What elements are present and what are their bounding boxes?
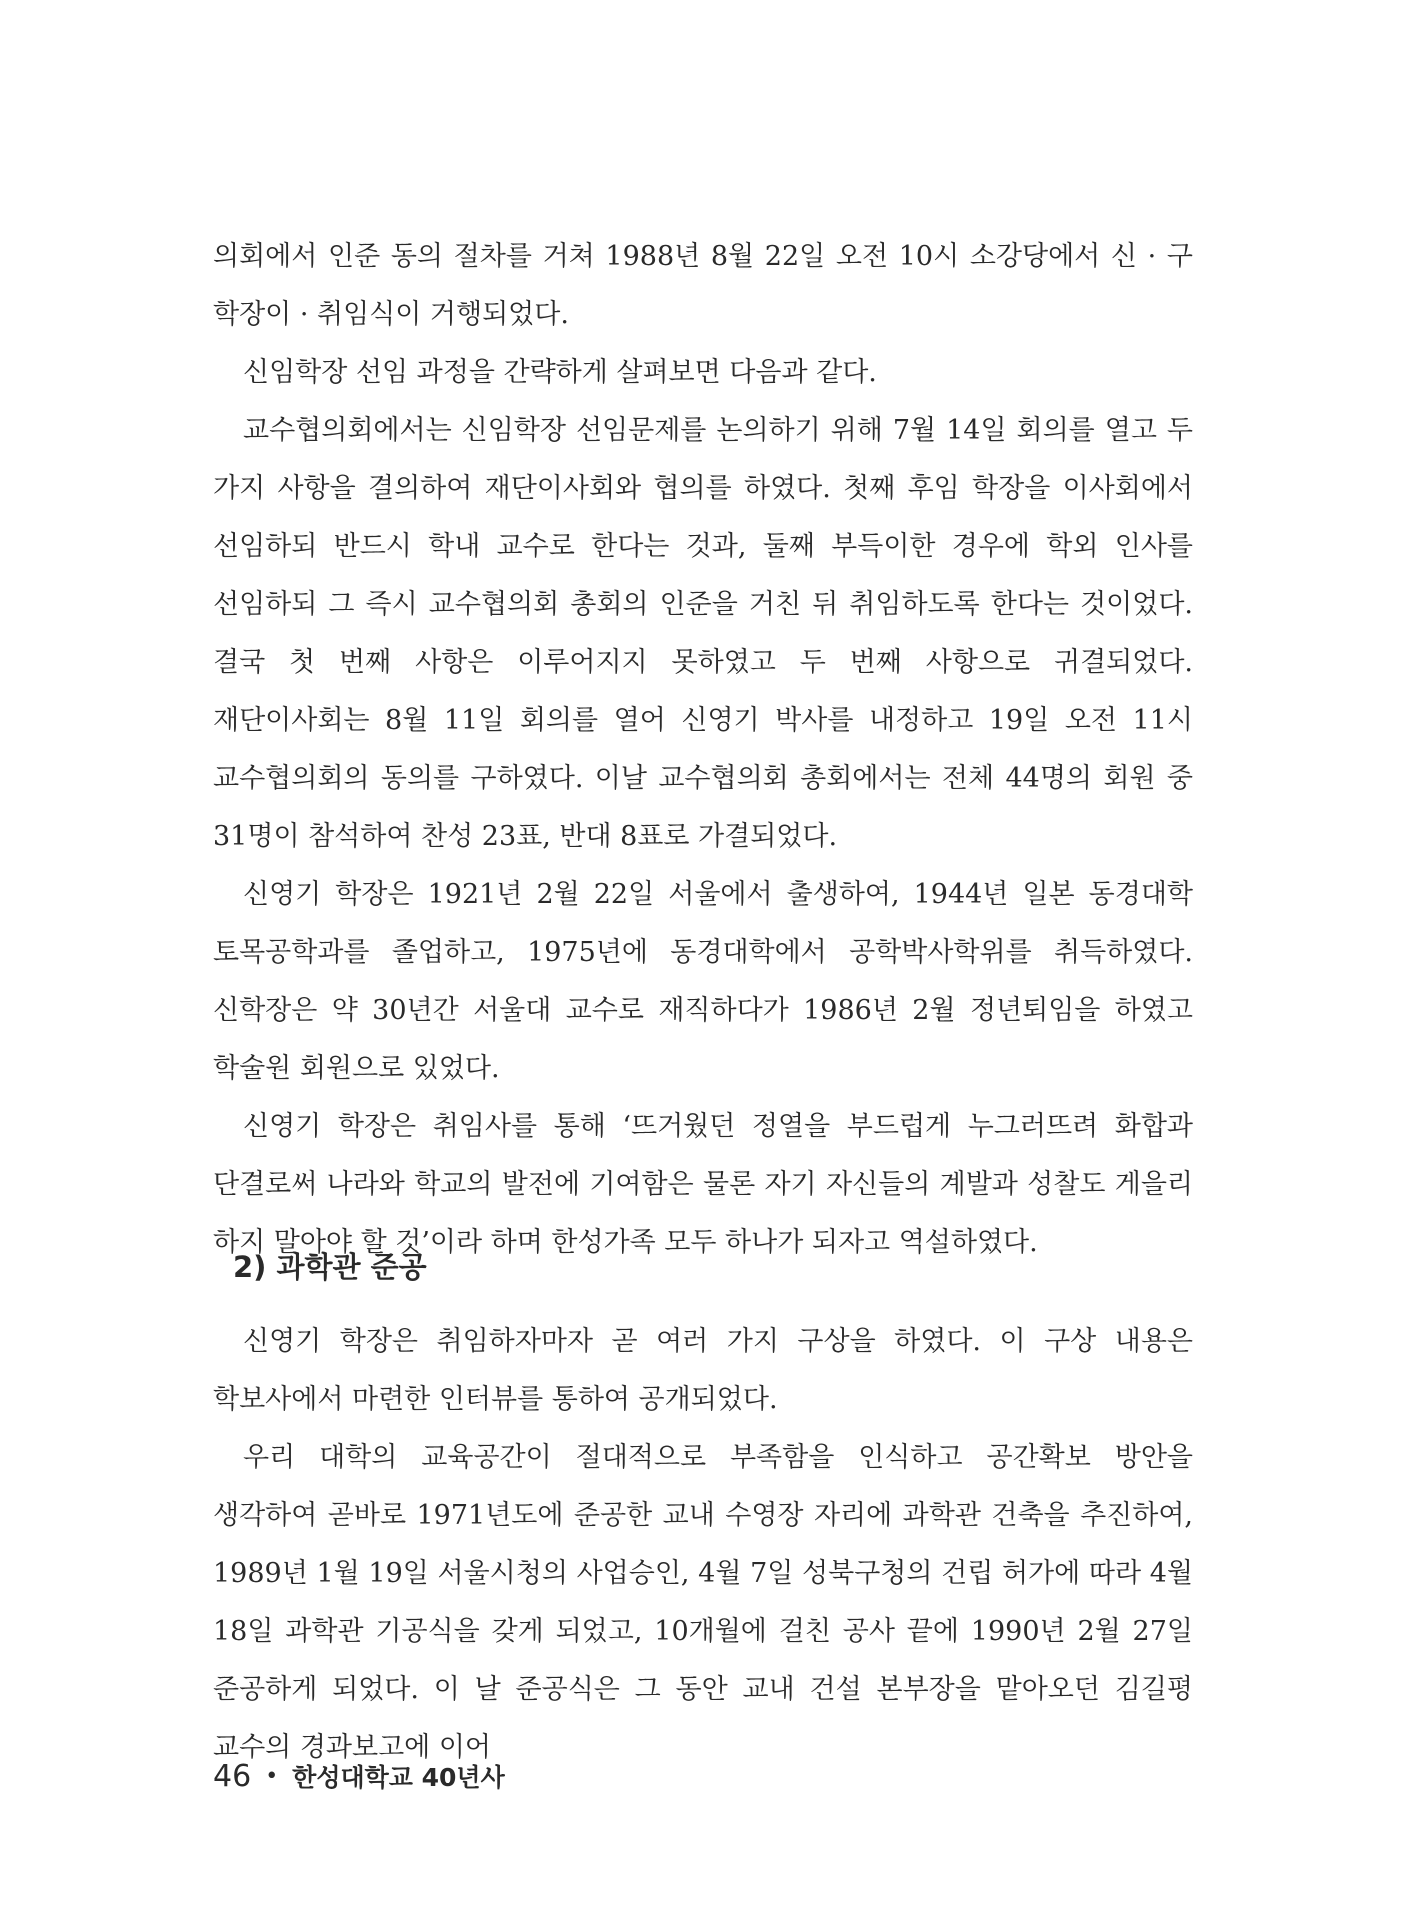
body-text-block-top [213, 228, 1193, 1272]
paragraph: 의회에서 인준 동의 절차를 거쳐 1988년 8월 22일 오전 10시 소강당에서 신 · 구 학장이 · 취임식이 거행되었다. [213, 241, 1193, 330]
footer-bullet: • [265, 1763, 279, 1789]
page-footer [213, 1758, 505, 1794]
paragraph: 우리 대학의 교육공간이 절대적으로 부족함을 인식하고 공간확보 방안을 생각하여 곧바로 1971년도에 준공한 교내 수영장 자리에 과학관 건축을 추진하여, 1989년 1월 19일 서울시청의 사업승인, 4월 7일 성북구청의 건립 허가에 따라 4월 18일 과학관 기공식을 갖게 되었고, 10개월에 걸친 공사 끝에 1990년 2월 27일 준공하게 되었다. 이 날 준공식은 그 동안 교내 건설 본부장을 맡아오던 김길평 교수의 경과보고에 이어 [213, 1442, 1193, 1763]
paragraph: 신영기 학장은 1921년 2월 22일 서울에서 출생하여, 1944년 일본 동경대학 토목공학과를 졸업하고, 1975년에 동경대학에서 공학박사학위를 취득하였다. 신학장은 약 30년간 서울대 교수로 재직하다가 1986년 2월 정년퇴임을 하였고 학술원 회원으로 있었다. [213, 879, 1193, 1084]
paragraph: 신임학장 선임 과정을 간략하게 살펴보면 다음과 같다. [243, 357, 877, 388]
paragraph: 신영기 학장은 취임하자마자 곧 여러 가지 구상을 하였다. 이 구상 내용은 학보사에서 마련한 인터뷰를 통하여 공개되었다. [213, 1326, 1193, 1415]
paragraph: 교수협의회에서는 신임학장 선임문제를 논의하기 위해 7월 14일 회의를 열고 두 가지 사항을 결의하여 재단이사회와 협의를 하였다. 첫째 후임 학장을 이사회에서 선임하되 반드시 학내 교수로 한다는 것과, 둘째 부득이한 경우에 학외 인사를 선임하되 그 즉시 교수협의회 총회의 인준을 거친 뒤 취임하도록 한다는 것이었다. 결국 첫 번째 사항은 이루어지지 못하였고 두 번째 사항으로 귀결되었다. 재단이사회는 8월 11일 회의를 열어 신영기 박사를 내정하고 19일 오전 11시 교수협의회의 동의를 구하였다. 이날 교수협의회 총회에서는 전체 44명의 회원 중 31명이 참석하여 찬성 23표, 반대 8표로 가결되었다. [213, 415, 1193, 852]
body-text-block-bottom [213, 1313, 1193, 1777]
paragraph: 신영기 학장은 취임사를 통해 ‘뜨거웠던 정열을 부드럽게 누그러뜨려 화합과 단결로써 나라와 학교의 발전에 기여함은 물론 자기 자신들의 계발과 성찰도 게을리 하지 말아야 할 것’이라 하며 한성가족 모두 하나가 되자고 역설하였다. [213, 1111, 1193, 1258]
section-heading: 2) 과학관 준공 [233, 1250, 427, 1284]
book-title: 한성대학교 40년사 [292, 1763, 505, 1792]
page-number: 46 [213, 1758, 252, 1794]
